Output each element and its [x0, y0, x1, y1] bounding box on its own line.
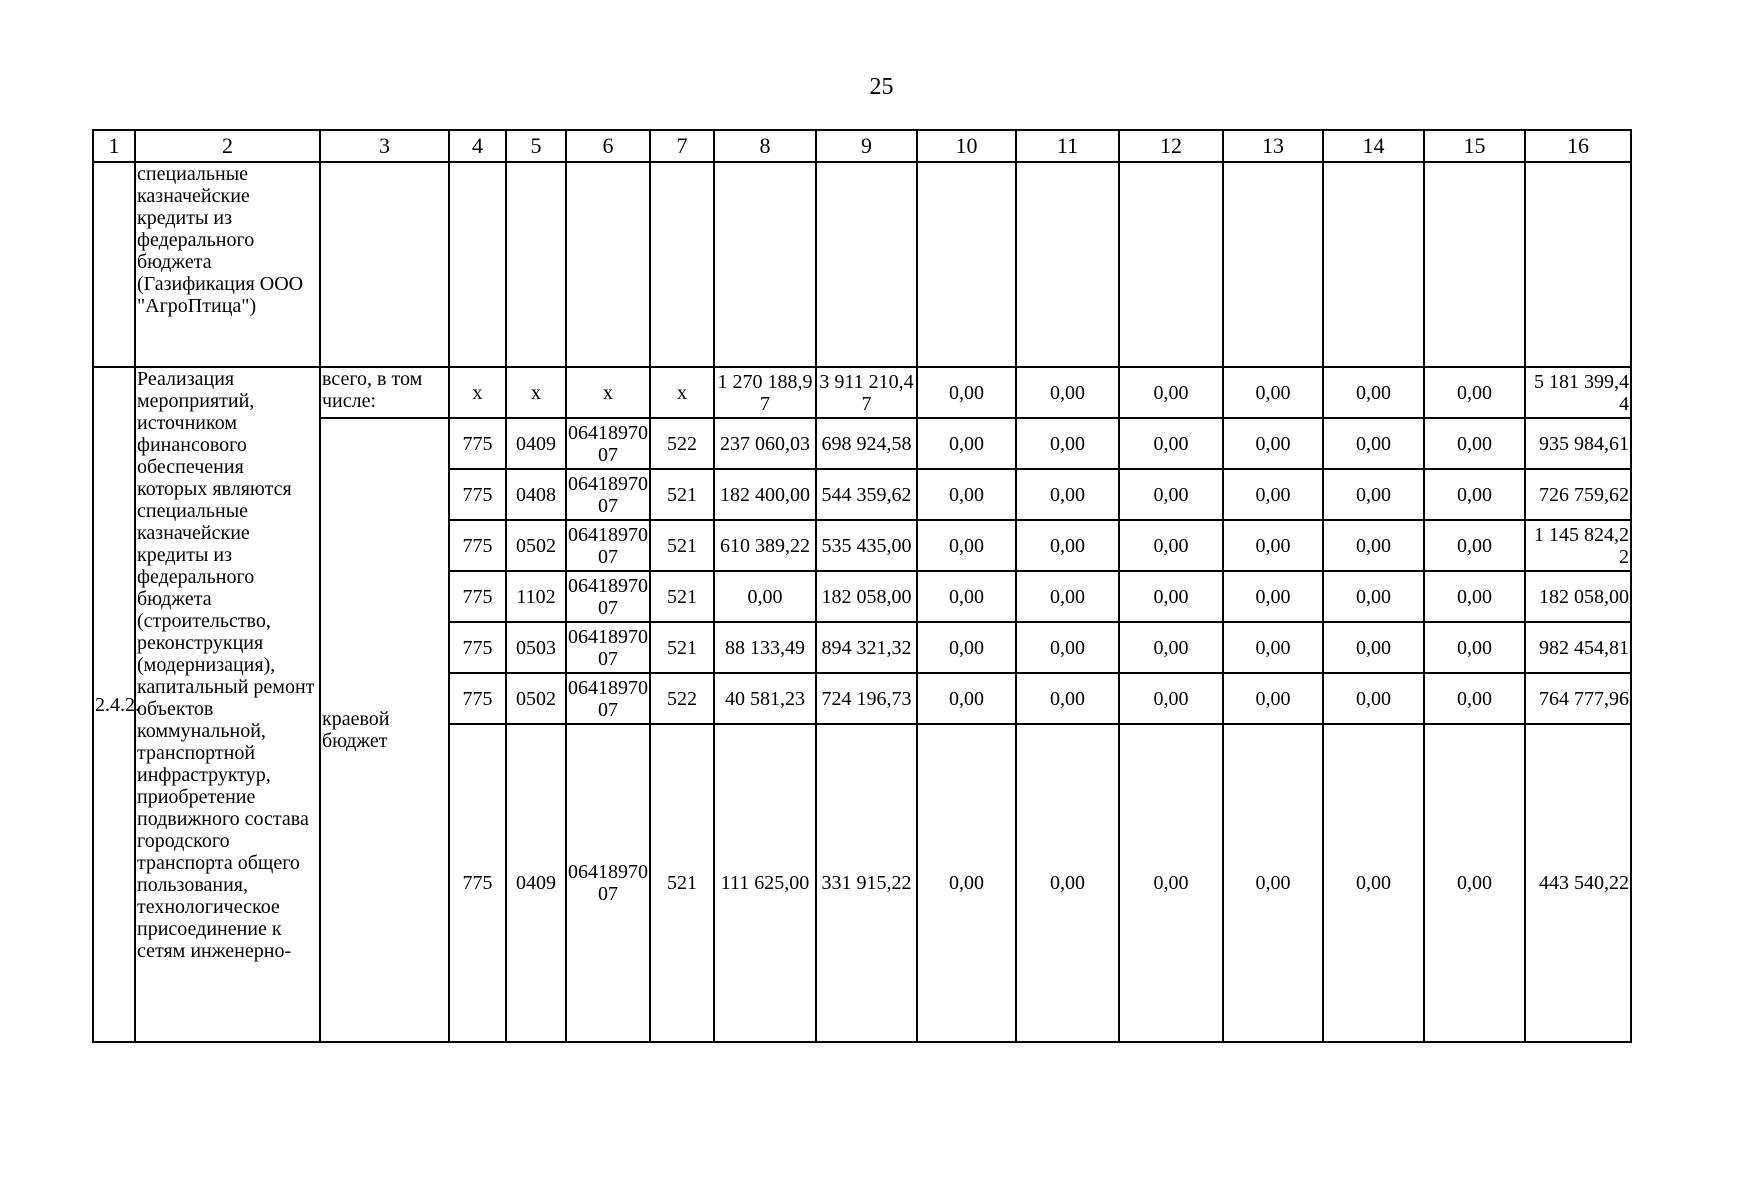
cell-col-4: 775 [449, 469, 506, 520]
column-header-13: 13 [1223, 130, 1323, 162]
cell-col-14: 0,00 [1323, 469, 1424, 520]
column-header-row [93, 130, 1631, 162]
cell-col-4: 775 [449, 418, 506, 469]
cell-col-5: 0409 [506, 418, 566, 469]
column-header-4: 4 [449, 130, 506, 162]
empty-cell [320, 162, 449, 367]
cell-col-11: 0,00 [1016, 622, 1119, 673]
empty-cell [1323, 162, 1424, 367]
continuation-row [93, 162, 1631, 367]
column-header-16: 16 [1525, 130, 1631, 162]
cell-col-7: 522 [650, 418, 714, 469]
column-header-5: 5 [506, 130, 566, 162]
cell-col-5: х [506, 367, 566, 418]
empty-cell [1223, 162, 1323, 367]
cell-col-8: 237 060,03 [714, 418, 816, 469]
cell-col-6: 0641897007 [566, 469, 650, 520]
cell-col-8: 182 400,00 [714, 469, 816, 520]
cell-col-13: 0,00 [1223, 571, 1323, 622]
cell-col-16: 5 181 399,44 [1525, 367, 1631, 418]
cell-col-13: 0,00 [1223, 520, 1323, 571]
cell-col-7: 521 [650, 622, 714, 673]
cell-col-7: 521 [650, 469, 714, 520]
cell-col-9: 894 321,32 [816, 622, 917, 673]
cell-col-10: 0,00 [917, 418, 1016, 469]
cell-col-16: 764 777,96 [1525, 673, 1631, 724]
column-header-2: 2 [135, 130, 320, 162]
cell-col-12: 0,00 [1119, 571, 1223, 622]
cell-col-13: 0,00 [1223, 622, 1323, 673]
column-header-14: 14 [1323, 130, 1424, 162]
cell-col-8: 40 581,23 [714, 673, 816, 724]
cell-col-14: 0,00 [1323, 622, 1424, 673]
cell-col-16: 1 145 824,22 [1525, 520, 1631, 571]
cell-col-6: 0641897007 [566, 571, 650, 622]
cell-col-9: 182 058,00 [816, 571, 917, 622]
empty-cell [566, 162, 650, 367]
cell-col-10: 0,00 [917, 367, 1016, 418]
cell-col-12: 0,00 [1119, 418, 1223, 469]
empty-cell [816, 162, 917, 367]
cell-col-6: 0641897007 [566, 724, 650, 1042]
column-header-12: 12 [1119, 130, 1223, 162]
cell-col-7: 522 [650, 673, 714, 724]
empty-cell [650, 162, 714, 367]
cell-col-11: 0,00 [1016, 673, 1119, 724]
cell-col-10: 0,00 [917, 520, 1016, 571]
cell-col-5: 0503 [506, 622, 566, 673]
cell-col-15: 0,00 [1424, 418, 1525, 469]
cell-col-15: 0,00 [1424, 469, 1525, 520]
cell-col-11: 0,00 [1016, 469, 1119, 520]
cell-col-9: 698 924,58 [816, 418, 917, 469]
empty-cell [1119, 162, 1223, 367]
continuation-description: специальные казначейские кредиты из федерального бюджета (Газификация ООО "АгроПтица") [135, 162, 320, 367]
empty-cell [1016, 162, 1119, 367]
cell-col-12: 0,00 [1119, 724, 1223, 1042]
column-header-10: 10 [917, 130, 1016, 162]
column-header-3: 3 [320, 130, 449, 162]
cell-col-14: 0,00 [1323, 571, 1424, 622]
column-header-8: 8 [714, 130, 816, 162]
cell-col-5: 0408 [506, 469, 566, 520]
empty-cell [714, 162, 816, 367]
empty-cell [1424, 162, 1525, 367]
cell-col-4: х [449, 367, 506, 418]
cell-col-15: 0,00 [1424, 367, 1525, 418]
cell-col-8: 111 625,00 [714, 724, 816, 1042]
cell-col-15: 0,00 [1424, 673, 1525, 724]
cell-col-9: 3 911 210,47 [816, 367, 917, 418]
cell-col-15: 0,00 [1424, 724, 1525, 1042]
cell-col-15: 0,00 [1424, 520, 1525, 571]
cell-col-6: 0641897007 [566, 673, 650, 724]
cell-col-4: 775 [449, 622, 506, 673]
column-header-9: 9 [816, 130, 917, 162]
cell-col-13: 0,00 [1223, 673, 1323, 724]
cell-col-6: 0641897007 [566, 622, 650, 673]
cell-col-14: 0,00 [1323, 724, 1424, 1042]
cell-col-4: 775 [449, 673, 506, 724]
cell-col-16: 443 540,22 [1525, 724, 1631, 1042]
cell-col-13: 0,00 [1223, 418, 1323, 469]
cell-col-7: 521 [650, 724, 714, 1042]
empty-cell [449, 162, 506, 367]
cell-col-11: 0,00 [1016, 520, 1119, 571]
cell-col-10: 0,00 [917, 673, 1016, 724]
source-regional-label: краевой бюджет [320, 418, 449, 1042]
cell-col-16: 982 454,81 [1525, 622, 1631, 673]
cell-col-9: 535 435,00 [816, 520, 917, 571]
empty-cell [1525, 162, 1631, 367]
item-description: Реализация мероприятий, источником финансового обеспечения которых являются специальные казначейские кредиты из федерального бюджета (строительство, реконструкция (модернизация), капитальный ремонт объектов коммунальной, транспортной инфраструктур, приобретение подвижного состава городского транспорта общего пользования, технологическое присоединение к сетям инженерно- [135, 367, 320, 1042]
column-header-1: 1 [93, 130, 135, 162]
column-header-15: 15 [1424, 130, 1525, 162]
cell-col-8: 0,00 [714, 571, 816, 622]
empty-cell [917, 162, 1016, 367]
cell-col-5: 1102 [506, 571, 566, 622]
cell-col-9: 724 196,73 [816, 673, 917, 724]
cell-col-8: 1 270 188,97 [714, 367, 816, 418]
cell-col-11: 0,00 [1016, 571, 1119, 622]
cell-col-12: 0,00 [1119, 520, 1223, 571]
cell-col-9: 544 359,62 [816, 469, 917, 520]
cell-col-14: 0,00 [1323, 367, 1424, 418]
cell-col-10: 0,00 [917, 469, 1016, 520]
cell-col-13: 0,00 [1223, 469, 1323, 520]
table-row [93, 367, 1631, 418]
cell-col-7: 521 [650, 571, 714, 622]
cell-col-14: 0,00 [1323, 418, 1424, 469]
cell-col-15: 0,00 [1424, 622, 1525, 673]
cell-col-10: 0,00 [917, 571, 1016, 622]
cell-col-12: 0,00 [1119, 367, 1223, 418]
cell-col-6: 0641897007 [566, 520, 650, 571]
item-number: 2.4.2. [93, 367, 135, 1042]
cell-col-4: 775 [449, 520, 506, 571]
page-number: 25 [869, 74, 894, 100]
column-header-6: 6 [566, 130, 650, 162]
cell-col-5: 0502 [506, 673, 566, 724]
cell-col-16: 182 058,00 [1525, 571, 1631, 622]
column-header-11: 11 [1016, 130, 1119, 162]
cell-col-11: 0,00 [1016, 418, 1119, 469]
cell-col-14: 0,00 [1323, 673, 1424, 724]
cell-col-15: 0,00 [1424, 571, 1525, 622]
cell-col-6: х [566, 367, 650, 418]
cell-col-10: 0,00 [917, 622, 1016, 673]
column-header-7: 7 [650, 130, 714, 162]
cell-col-11: 0,00 [1016, 724, 1119, 1042]
cell-col-16: 935 984,61 [1525, 418, 1631, 469]
cell-col-13: 0,00 [1223, 724, 1323, 1042]
cell-col-7: 521 [650, 520, 714, 571]
cell-col-11: 0,00 [1016, 367, 1119, 418]
cell-col-14: 0,00 [1323, 520, 1424, 571]
empty-cell [506, 162, 566, 367]
cell-col-5: 0409 [506, 724, 566, 1042]
cell-col-4: 775 [449, 724, 506, 1042]
cell-col-8: 88 133,49 [714, 622, 816, 673]
cell-col-9: 331 915,22 [816, 724, 917, 1042]
cell-col-6: 0641897007 [566, 418, 650, 469]
cell-col-10: 0,00 [917, 724, 1016, 1042]
cell-col-13: 0,00 [1223, 367, 1323, 418]
cell-col-12: 0,00 [1119, 622, 1223, 673]
source-total-label: всего, в том числе: [320, 367, 449, 418]
cell-col-8: 610 389,22 [714, 520, 816, 571]
cell-col-12: 0,00 [1119, 469, 1223, 520]
budget-table [92, 129, 1632, 1043]
cell-col-4: 775 [449, 571, 506, 622]
cell-col-7: х [650, 367, 714, 418]
table-row [93, 418, 1631, 469]
cell-col-16: 726 759,62 [1525, 469, 1631, 520]
cell-col-12: 0,00 [1119, 673, 1223, 724]
cell-col-5: 0502 [506, 520, 566, 571]
continuation-number-cell [93, 162, 135, 367]
